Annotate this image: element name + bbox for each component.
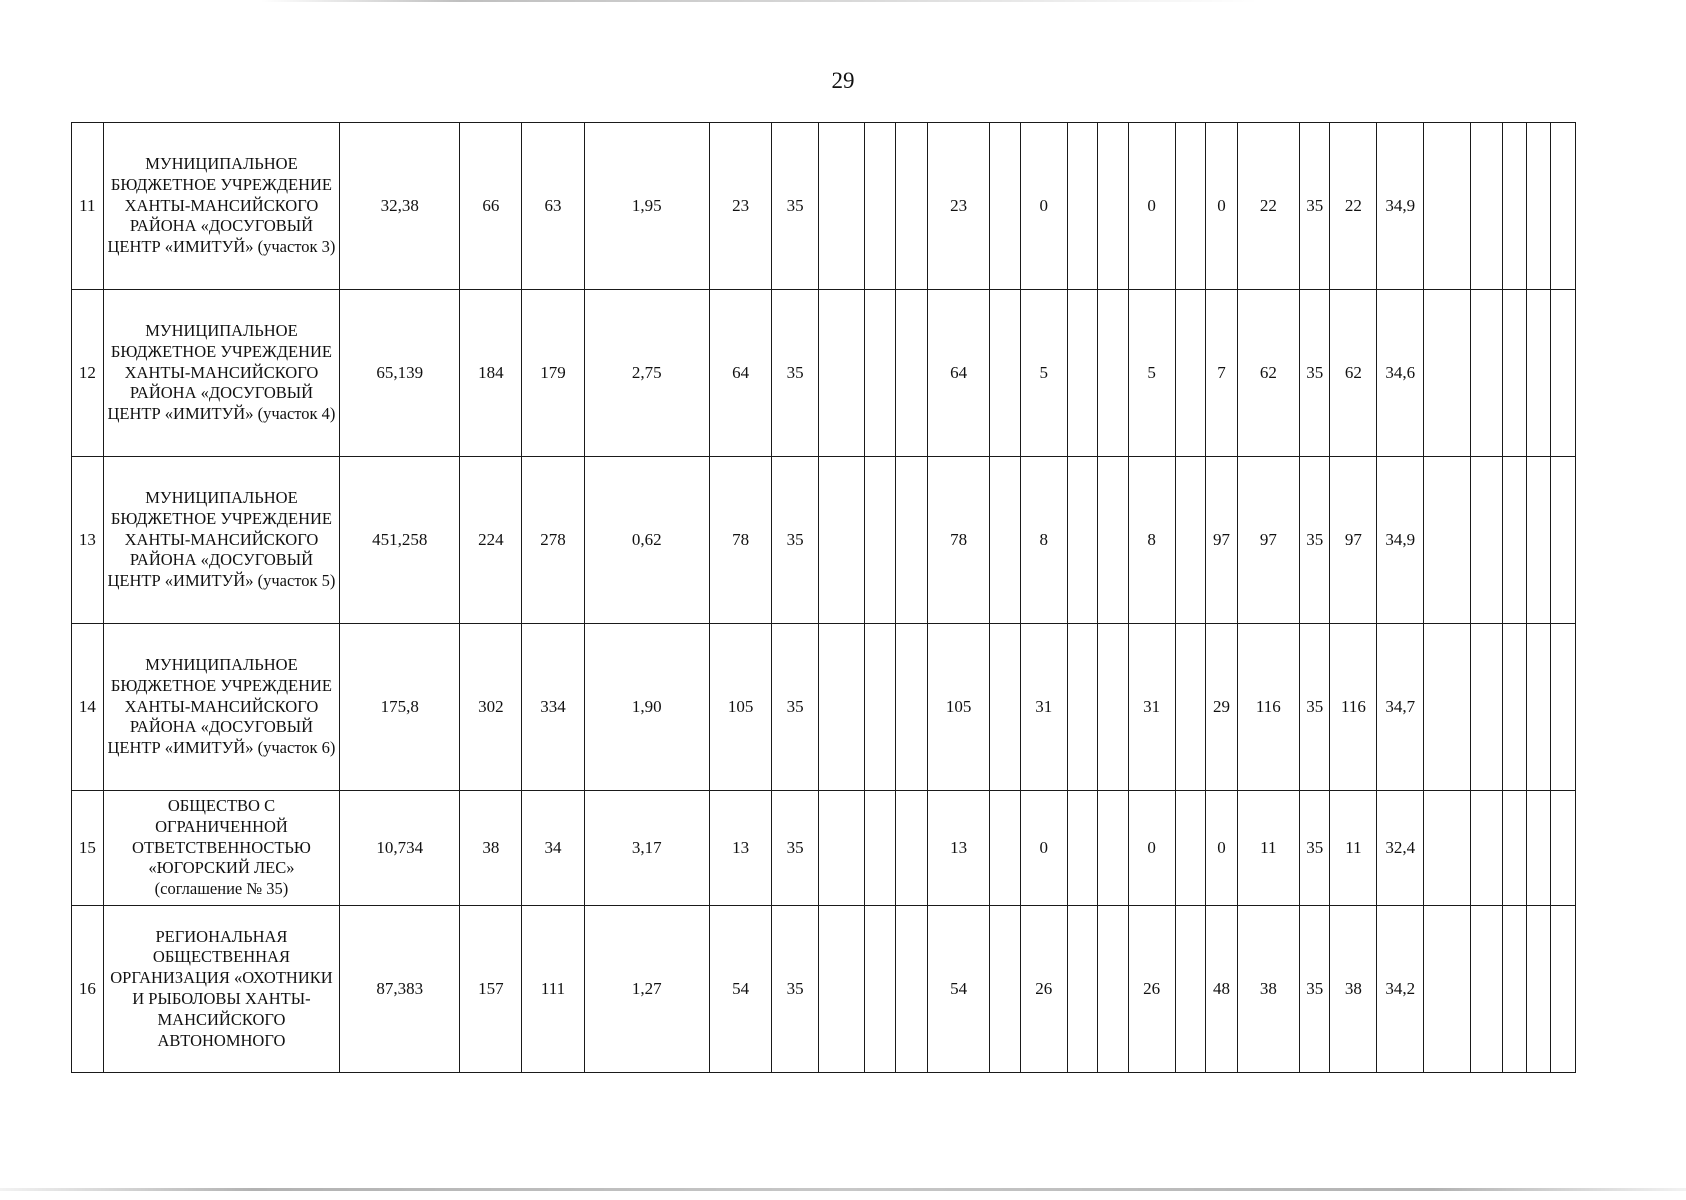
cell: 22 [1237,123,1299,290]
cell [1175,290,1206,457]
cell: 63 [522,123,584,290]
cell: 35 [1299,457,1330,624]
table-row [72,457,1576,624]
cell: 278 [522,457,584,624]
cell [1424,123,1471,290]
row-number: 12 [72,290,104,457]
cell: 35 [1299,624,1330,791]
cell [990,624,1021,791]
cell: 31 [1020,624,1067,791]
cell [1502,624,1526,791]
table-row [72,123,1576,290]
cell [1502,123,1526,290]
cell: 1,27 [584,906,709,1073]
cell [1502,290,1526,457]
cell: 8 [1020,457,1067,624]
cell [1471,791,1503,906]
scan-edge-bottom [0,1188,1686,1191]
cell: 105 [709,624,771,791]
cell: 78 [709,457,771,624]
cell: 34,6 [1377,290,1424,457]
cell: 31 [1128,624,1175,791]
cell [1526,906,1550,1073]
scan-edge-top [260,0,1260,2]
cell: 116 [1330,624,1377,791]
cell: 0 [1020,123,1067,290]
cell: 97 [1237,457,1299,624]
cell [1067,791,1098,906]
cell: 26 [1020,906,1067,1073]
cell: 1,95 [584,123,709,290]
cell [1526,123,1550,290]
cell [990,791,1021,906]
cell [819,624,865,791]
cell: 11 [1330,791,1377,906]
cell: 10,734 [340,791,460,906]
cell [864,624,896,791]
cell: 34,9 [1377,123,1424,290]
cell [1098,457,1129,624]
cell: 116 [1237,624,1299,791]
cell [1550,457,1575,624]
cell [864,906,896,1073]
cell: 29 [1206,624,1238,791]
cell: 2,75 [584,290,709,457]
cell: 11 [1237,791,1299,906]
cell [1550,123,1575,290]
cell [896,791,928,906]
cell: 97 [1330,457,1377,624]
cell [1550,290,1575,457]
data-table [71,122,1576,1073]
cell [1175,457,1206,624]
table-row [72,791,1576,906]
cell: 5 [1128,290,1175,457]
cell [1424,906,1471,1073]
cell: 111 [522,906,584,1073]
cell: 38 [460,791,522,906]
cell: 48 [1206,906,1238,1073]
cell [896,457,928,624]
cell: 54 [928,906,990,1073]
cell [1067,906,1098,1073]
cell: 175,8 [340,624,460,791]
cell [896,906,928,1073]
cell [1471,123,1503,290]
row-number: 11 [72,123,104,290]
cell: 0 [1128,123,1175,290]
cell [1471,906,1503,1073]
cell [1098,791,1129,906]
cell [864,123,896,290]
cell: 224 [460,457,522,624]
cell [896,624,928,791]
cell: 38 [1330,906,1377,1073]
cell [990,123,1021,290]
cell [1424,457,1471,624]
cell: 35 [772,123,819,290]
organization-name: МУНИЦИПАЛЬНОЕ БЮДЖЕТНОЕ УЧРЕЖДЕНИЕ ХАНТЫ-МАНСИЙСКОГО РАЙОНА «ДОСУГОВЫЙ ЦЕНТР «ИМИТУЙ» (участок 5) [103,457,340,624]
cell [1526,457,1550,624]
cell [1098,906,1129,1073]
cell [819,906,865,1073]
cell [1424,624,1471,791]
cell: 78 [928,457,990,624]
cell: 34,9 [1377,457,1424,624]
cell [1502,791,1526,906]
cell: 34,7 [1377,624,1424,791]
cell [896,290,928,457]
cell [1067,624,1098,791]
cell: 62 [1330,290,1377,457]
row-number: 13 [72,457,104,624]
cell: 157 [460,906,522,1073]
cell: 451,258 [340,457,460,624]
cell: 32,38 [340,123,460,290]
cell [990,906,1021,1073]
cell: 87,383 [340,906,460,1073]
cell [1526,624,1550,791]
cell [864,290,896,457]
cell [864,791,896,906]
cell: 13 [709,791,771,906]
cell: 13 [928,791,990,906]
cell [1067,123,1098,290]
organization-name: РЕГИОНАЛЬНАЯ ОБЩЕСТВЕННАЯ ОРГАНИЗАЦИЯ «ОХОТНИКИ И РЫБОЛОВЫ ХАНТЫ-МАНСИЙСКОГО АВТОНОМНОГО [103,906,340,1073]
cell: 35 [1299,290,1330,457]
cell [1471,624,1503,791]
cell [1471,290,1503,457]
cell: 62 [1237,290,1299,457]
cell: 23 [928,123,990,290]
cell [1526,791,1550,906]
cell: 23 [709,123,771,290]
cell: 35 [1299,791,1330,906]
cell: 66 [460,123,522,290]
cell [1098,290,1129,457]
cell: 35 [772,290,819,457]
cell [896,123,928,290]
cell [1471,457,1503,624]
cell [1175,906,1206,1073]
cell: 179 [522,290,584,457]
cell: 34 [522,791,584,906]
cell [1424,791,1471,906]
row-number: 14 [72,624,104,791]
table-row [72,624,1576,791]
cell [1550,791,1575,906]
cell: 1,90 [584,624,709,791]
cell: 0 [1128,791,1175,906]
cell [1067,457,1098,624]
page-number: 29 [831,68,855,93]
cell: 64 [928,290,990,457]
cell: 34,2 [1377,906,1424,1073]
cell: 334 [522,624,584,791]
cell: 64 [709,290,771,457]
cell [1502,457,1526,624]
cell [1175,123,1206,290]
cell [819,123,865,290]
table-row [72,906,1576,1073]
cell [819,457,865,624]
cell: 97 [1206,457,1238,624]
cell: 22 [1330,123,1377,290]
cell: 35 [1299,123,1330,290]
cell [990,290,1021,457]
cell: 184 [460,290,522,457]
cell [1098,123,1129,290]
cell [1067,290,1098,457]
cell: 35 [772,906,819,1073]
cell: 35 [772,791,819,906]
cell: 35 [772,624,819,791]
organization-name: МУНИЦИПАЛЬНОЕ БЮДЖЕТНОЕ УЧРЕЖДЕНИЕ ХАНТЫ-МАНСИЙСКОГО РАЙОНА «ДОСУГОВЫЙ ЦЕНТР «ИМИТУЙ» (участок 3) [103,123,340,290]
row-number: 16 [72,906,104,1073]
cell: 0 [1206,123,1238,290]
cell [1502,906,1526,1073]
cell: 0 [1206,791,1238,906]
organization-name: МУНИЦИПАЛЬНОЕ БЮДЖЕТНОЕ УЧРЕЖДЕНИЕ ХАНТЫ-МАНСИЙСКОГО РАЙОНА «ДОСУГОВЫЙ ЦЕНТР «ИМИТУЙ» (участок 4) [103,290,340,457]
cell [819,290,865,457]
cell [1424,290,1471,457]
cell [1550,624,1575,791]
cell: 38 [1237,906,1299,1073]
cell [1098,624,1129,791]
cell: 3,17 [584,791,709,906]
cell [819,791,865,906]
organization-name: ОБЩЕСТВО С ОГРАНИЧЕННОЙ ОТВЕТСТВЕННОСТЬЮ «ЮГОРСКИЙ ЛЕС» (соглашение № 35) [103,791,340,906]
cell: 0,62 [584,457,709,624]
cell: 35 [1299,906,1330,1073]
cell: 7 [1206,290,1238,457]
cell: 8 [1128,457,1175,624]
cell: 26 [1128,906,1175,1073]
cell: 0 [1020,791,1067,906]
cell [1175,791,1206,906]
row-number: 15 [72,791,104,906]
organization-name: МУНИЦИПАЛЬНОЕ БЮДЖЕТНОЕ УЧРЕЖДЕНИЕ ХАНТЫ-МАНСИЙСКОГО РАЙОНА «ДОСУГОВЫЙ ЦЕНТР «ИМИТУЙ» (участок 6) [103,624,340,791]
cell: 54 [709,906,771,1073]
cell [1550,906,1575,1073]
cell: 32,4 [1377,791,1424,906]
cell: 35 [772,457,819,624]
table-row [72,290,1576,457]
cell: 105 [928,624,990,791]
cell: 5 [1020,290,1067,457]
cell: 302 [460,624,522,791]
cell [990,457,1021,624]
cell [864,457,896,624]
cell: 65,139 [340,290,460,457]
cell [1175,624,1206,791]
cell [1526,290,1550,457]
